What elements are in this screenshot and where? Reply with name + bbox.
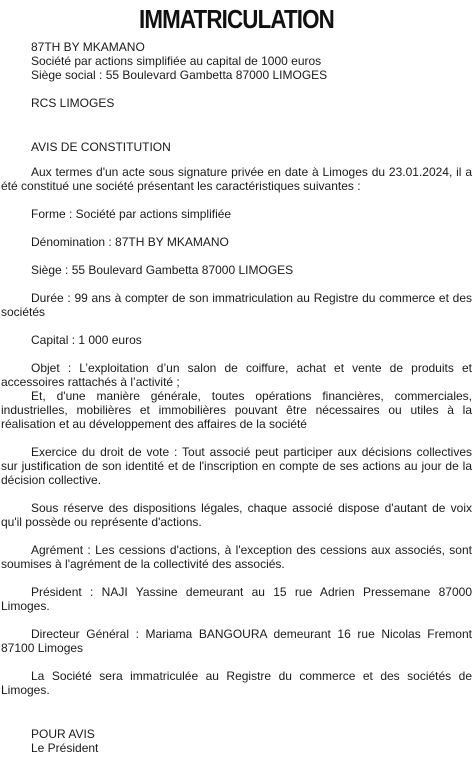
immatriculation-paragraph: La Société sera immatriculée au Registre du commerce et des sociétés de Limoges. <box>1 669 472 697</box>
objet-paragraph: Objet : L’exploitation d’un salon de coiffure, achat et vente de produits et accessoires rattachés à l’activité ; <box>1 361 472 389</box>
capital-line: Capital : 1 000 euros <box>31 333 142 347</box>
forme-line: Forme : Société par actions simplifiée <box>31 207 232 221</box>
president-paragraph: Président : NAJI Yassine demeurant au 15 rue Adrien Pressemane 87000 Limoges. <box>1 585 472 613</box>
rcs-registry: RCS LIMOGES <box>31 96 115 110</box>
intro-paragraph: Aux termes d'un acte sous signature privée en date à Limoges du 23.01.2024, il a été constitué une société présentant les caractéristiques suivantes : <box>1 165 472 193</box>
reserve-paragraph: Sous réserve des dispositions légales, chaque associé dispose d'autant de voix qu'il possède ou représente d'actions. <box>1 501 472 529</box>
signatory-line: Le Président <box>31 741 99 755</box>
company-name: 87TH BY MKAMANO <box>31 40 145 54</box>
legal-form-capital: Société par actions simplifiée au capital de 1000 euros <box>31 54 322 68</box>
closing-line: POUR AVIS <box>31 727 95 741</box>
directeur-paragraph: Directeur Général : Mariama BANGOURA demeurant 16 rue Nicolas Fremont 87100 Limoges <box>1 627 472 655</box>
denomination-line: Dénomination : 87TH BY MKAMANO <box>31 235 229 249</box>
duree-paragraph: Durée : 99 ans à compter de son immatriculation au Registre du commerce et des sociétés <box>1 291 472 319</box>
page-title: IMMATRICULATION <box>139 4 334 34</box>
registered-office: Siège social : 55 Boulevard Gambetta 87000 LIMOGES <box>31 68 328 82</box>
agrement-paragraph: Agrément : Les cessions d'actions, à l'exception des cessions aux associés, sont soumises à l'agrément de la collectivité des associés. <box>1 543 472 571</box>
siege-line: Siège : 55 Boulevard Gambetta 87000 LIMOGES <box>31 263 294 277</box>
notice-heading: AVIS DE CONSTITUTION <box>31 140 171 154</box>
vote-paragraph: Exercice du droit de vote : Tout associé peut participer aux décisions collectives sur justification de son identité et de l'inscription en compte de ses actions au jour de la décision collective. <box>1 445 472 487</box>
objet-continuation: Et, d'une manière générale, toutes opérations financières, commerciales, industrielles, mobilières et immobilières pouvant être nécessaires ou utiles à la réalisation et au développement des affaires de la société <box>1 389 472 431</box>
